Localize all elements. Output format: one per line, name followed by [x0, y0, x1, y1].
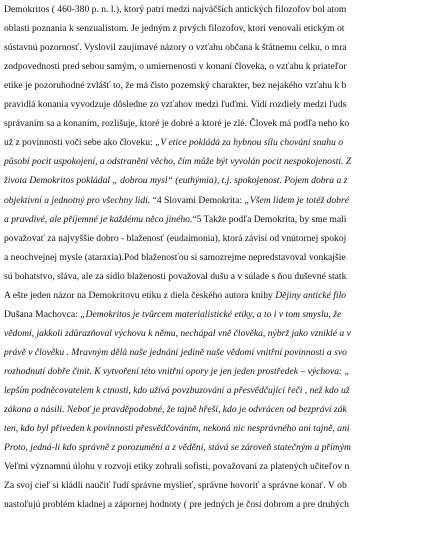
text-segment: správaním sa a konaním, rozlišuje, ktoré je dobré a ktoré je zlé. Človek má podľa neho ko [4, 118, 350, 130]
text-line [4, 3, 346, 16]
text-segment: “5 Takže podľa Demokrita, by sme mali [192, 213, 347, 225]
italic-quote-segment: Proto, jedná-li kdo správně z porozumění a z vědění, stává se zároveň statečným a přímým [4, 442, 351, 454]
text-segment: sú bohatstvo, sláva, ale za sídlo blaženosti považoval dušu a v súlade s ňou duševné statk [4, 270, 347, 282]
text-segment: Dušana Machovca: [4, 308, 81, 320]
text-segment: a neochvejnej mysle (ataraxia).Pod blaženosťou si samozrejme nepredstavoval vonkajšie [4, 251, 346, 263]
text-line [4, 308, 341, 321]
text-line [4, 22, 344, 35]
italic-quote-segment: „Všem lidem je totéž dobré [244, 194, 349, 206]
text-segment: “4 Slovami Demokrita: [150, 194, 245, 206]
text-segment: oblasti poznania k senzualistom. Je jedným z prvých filozofov, ktorí venovali etickým ot [4, 23, 345, 35]
text-segment: sústavnú pozornosť. Vyslovil zaujímavé názory o vzťahu občana k štátnemu celku, o mra [4, 42, 347, 54]
text-line [4, 251, 346, 264]
text-line [4, 79, 346, 92]
text-segment: už z povinnosti voči sebe ako človeku: [4, 137, 156, 149]
text-line [4, 136, 343, 149]
text-line [4, 60, 347, 73]
text-segment: Demokritos ( 460-380 p. n. l.), ktorý patrí medzi najväčších antických filozofov bol atom [4, 4, 347, 15]
italic-quote-segment: vědomí, jakkoli zdůrazňoval výchovu k němu, nechápal vně člověka, nýbrž jako vzniklé a v [4, 327, 351, 339]
text-line [4, 365, 350, 378]
text-line [4, 213, 346, 226]
italic-quote-segment: rozhodnutí dobře činit. K vytvoření této vnitřní opory je jen jeden prostředek – výchova: „ [4, 365, 350, 377]
text-line [4, 98, 346, 111]
text-segment: etike je pozoruhodné zvlášť to, že má čisto pozemský charakter, bez nejakého vzťahu k b [4, 80, 347, 92]
italic-quote-segment: lepším podněcovatelem k ctnosti, kdo užívá povzbuzování a přesvědčující řeči , než kdo už [4, 385, 350, 396]
text-segment: A ešte jeden názor na Demokritovu etiku z diela českého autora knihy [4, 289, 276, 301]
text-line [4, 289, 346, 302]
italic-quote-segment: zákona a násilí. Neboť je pravděpodobné, že tajně hřeší, kdo je odvrácen od bezpráví zák [4, 404, 347, 416]
text-line [4, 194, 349, 207]
text-line [4, 346, 347, 359]
italic-quote-segment: objektivní a jednotný pro všechny lidi. [4, 194, 151, 206]
text-line [4, 155, 351, 168]
text-line [4, 403, 347, 416]
italic-quote-segment: ten, kdo byl přiveden k povinnosti přesvědčováním, nekoná nic nesprávného ani tajně, ani [4, 423, 350, 435]
text-line [4, 41, 347, 54]
italic-quote-segment: působí pocit uspokojení, a odstranění věcho, čím může být vyvolán pocit nespokojenosti. Z [4, 156, 352, 168]
text-line [4, 441, 351, 454]
text-line [4, 498, 349, 511]
italic-quote-segment: Dějiny antické filo [275, 289, 347, 301]
text-line [4, 479, 347, 492]
text-line [4, 117, 349, 130]
text-segment: Veľmi významnú úlohu v rozvoji etiky zohrali sofisti, považovaní za platených učiteľov n [4, 461, 350, 473]
text-segment: Za svoj cieľ si kládli naučiť ľudí správne myslieť, správne hovoriť a správne konať. V ob [4, 480, 347, 492]
italic-quote-segment: „V etice pokládá za hybnou sílu chování snahu o [155, 137, 344, 149]
text-segment: zodpovednosti pred sebou samým, o umiernenosti v konaní človeka, o vzťahu k priateľor [4, 61, 347, 73]
text-line [4, 232, 346, 245]
italic-quote-segment: života Demokritos pokládal „ dobrou mysl“ (euthýmia), t.j. spokojenost. Pojem dobra a z [4, 175, 348, 187]
italic-quote-segment: a pravdivé, ale příjemné je každému něco jiného. [4, 213, 193, 225]
text-line [4, 327, 351, 340]
italic-quote-segment: „Demokritos je tvůrcem materialistické etiky, a to i v tom smyslu, že [80, 308, 342, 320]
text-segment: pravidlá konania vyvodzuje dôsledne zo vzťahov medzi ľuďmi. Vidí rozdiely medzi ľuds [4, 99, 347, 111]
text-segment: nastoľujú problém kladnej a zápornej hodnoty ( pre jedných je čosi dobrom a pre druhých [4, 499, 349, 511]
text-line [4, 270, 346, 283]
text-line [4, 460, 349, 473]
text-line [4, 384, 350, 397]
text-line [4, 422, 350, 435]
italic-quote-segment: právě v člověku . Mravným dělá naše jednání jedině naše vědomí vnitřní povinnosti a svo [4, 346, 347, 358]
text-segment: považovať za najvyššie dobro - blaženosť (eudaimonia), ktorá závisí od vnútornej spokoj [4, 232, 347, 244]
text-line [4, 174, 347, 187]
